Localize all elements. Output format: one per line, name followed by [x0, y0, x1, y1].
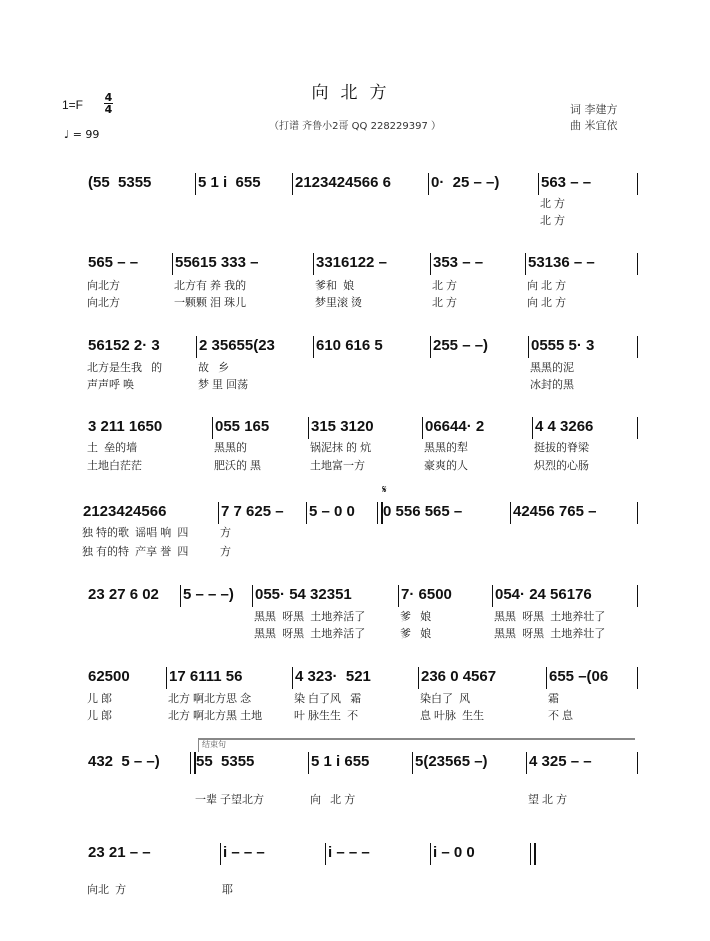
measure-notes: 7 7 625 –: [221, 503, 284, 520]
measure: [193, 753, 308, 813]
lyric-verse-2: 一颗颗 泪 珠儿: [174, 297, 247, 309]
composer: 曲 米宜依: [570, 119, 618, 132]
measure: [196, 337, 313, 397]
double-barline: [377, 502, 383, 524]
measure-notes: 563 – –: [541, 174, 592, 191]
measure: [430, 844, 533, 904]
lyric-verse-1: 土 垒的墙: [87, 442, 138, 454]
barline: [172, 253, 173, 275]
measure-notes: 055 165: [215, 418, 270, 435]
barline: [492, 585, 493, 607]
lyric-verse-1: 爹 娘: [400, 611, 432, 623]
barline: [252, 585, 253, 607]
lyric-verse-1: 黑黑的犁: [424, 442, 468, 454]
measure-notes: 315 3120: [311, 418, 374, 435]
lyric-verse-2: 北 方: [540, 215, 566, 227]
lyric-verse-1: 独 特的歌 谣唱 响 四: [82, 527, 189, 539]
measure-notes: 23 27 6 02: [88, 586, 159, 603]
measure-notes: 3 211 1650: [88, 418, 163, 435]
measure: [492, 586, 637, 646]
lyric-verse-2: 向 北 方: [527, 297, 567, 309]
lyric-verse-1: 黑黑 呀黑 土地养活了: [254, 611, 366, 623]
measure-notes: 0 556 565 –: [383, 503, 463, 520]
measure-notes: 4 325 – –: [529, 753, 592, 770]
barline: [637, 752, 638, 774]
measure: [546, 668, 637, 728]
barline: [292, 173, 293, 195]
lyric-verse-1: 爹和 娘: [315, 280, 355, 292]
lyric-verse-2: 冰封的黑: [530, 379, 574, 391]
barline: [538, 173, 539, 195]
barline: [430, 253, 431, 275]
lyric-verse-2: 土地富一方: [310, 460, 365, 472]
measure: [325, 844, 430, 904]
quarter-note-icon: ♩: [64, 128, 70, 141]
measure: [85, 337, 196, 397]
measure: [180, 586, 252, 646]
barline: [313, 336, 314, 358]
measure: [313, 337, 430, 397]
barline: [528, 336, 529, 358]
lyric-verse-2: 梦 里 回荡: [198, 379, 249, 391]
lyric-verse-2: 梦里滚 烫: [315, 297, 363, 309]
measure-notes: 62500: [88, 668, 130, 685]
time-denominator: 4: [104, 103, 113, 116]
measure-notes: 5 – 0 0: [309, 503, 355, 520]
measure-notes: 06644· 2: [425, 418, 485, 435]
lyric-verse-1: 黑黑的: [214, 442, 247, 454]
lyricist: 词 李建方: [570, 103, 618, 116]
measure-notes: 5(23565 –): [415, 753, 488, 770]
lyric-verse-2: 肥沃的 黑: [214, 460, 262, 472]
lyric-verse-2: 土地白茫茫: [87, 460, 142, 472]
barline: [422, 417, 423, 439]
lyric-verse-1: 方: [220, 527, 231, 539]
lyric-verse-1: 故 乡: [198, 362, 230, 374]
lyric-verse-2: 豪爽的人: [424, 460, 468, 472]
measure: [85, 753, 193, 813]
barline: [220, 843, 221, 865]
measure: [526, 753, 637, 813]
lyric-verse-1: 染白了 风: [420, 693, 471, 705]
measure-notes: 56152 2· 3: [88, 337, 160, 354]
credits: [570, 102, 618, 134]
measure-notes: 4 323· 521: [295, 668, 371, 685]
lyric-verse-2: 向北方: [87, 297, 120, 309]
measure-notes: i – 0 0: [433, 844, 475, 861]
measure: [313, 254, 430, 314]
barline: [196, 336, 197, 358]
measure-notes: 5 1 i 655: [311, 753, 370, 770]
measure-notes: 432 5 – –): [88, 753, 160, 770]
barline: [637, 173, 638, 195]
measure-notes: 0555 5· 3: [531, 337, 595, 354]
ending-bracket: [198, 738, 635, 752]
measure: [428, 174, 538, 234]
lyric-verse-1: 一辈 子望北方: [195, 794, 265, 806]
measure: [292, 174, 428, 234]
measure: [80, 503, 218, 563]
lyric-verse-1: 黑黑的泥: [530, 362, 574, 374]
measure: [308, 418, 422, 478]
barline: [308, 752, 309, 774]
measure: [252, 586, 398, 646]
measure: [528, 337, 637, 397]
measure-notes: 5 – – –): [183, 586, 234, 603]
barline: [546, 667, 547, 689]
barline: [430, 843, 431, 865]
measure-notes: 23 21 – –: [88, 844, 151, 861]
barline: [637, 667, 638, 689]
barline: [306, 502, 307, 524]
barline: [218, 502, 219, 524]
lyric-verse-1: 儿 郎: [87, 693, 113, 705]
lyric-verse-2: 炽烈的心肠: [534, 460, 589, 472]
measure: [380, 503, 510, 563]
lyric-verse-1: 北 方: [432, 280, 458, 292]
measure: [398, 586, 492, 646]
barline: [212, 417, 213, 439]
measure-notes: 2123424566: [83, 503, 167, 520]
measure: [85, 668, 166, 728]
barline: [526, 752, 527, 774]
measure-notes: 42456 765 –: [513, 503, 597, 520]
lyric-verse-2: 方: [220, 546, 231, 558]
measure: [85, 418, 212, 478]
lyric-verse-2: 黑黑 呀黑 土地养壮了: [494, 628, 606, 640]
measure-notes: 7· 6500: [401, 586, 452, 603]
measure-notes: i – – –: [328, 844, 370, 861]
lyric-verse-1: 北方 啊北方思 念: [168, 693, 252, 705]
measure: [510, 503, 637, 563]
measure: [218, 503, 306, 563]
measure: [538, 174, 637, 234]
barline: [637, 253, 638, 275]
measure-notes: 3316122 –: [316, 254, 387, 271]
measure: [430, 254, 525, 314]
measure: [430, 337, 528, 397]
measure-notes: 054· 24 56176: [495, 586, 592, 603]
measure-notes: 353 – –: [433, 254, 484, 271]
barline: [510, 502, 511, 524]
measure: [532, 418, 637, 478]
barline: [313, 253, 314, 275]
lyric-verse-2: 叶 脉生生 不: [294, 710, 359, 722]
measure: [292, 668, 418, 728]
barline: [637, 336, 638, 358]
measure-notes: (55 5355: [88, 174, 152, 191]
measure-notes: i – – –: [223, 844, 265, 861]
barline: [308, 417, 309, 439]
lyric-verse-2: 独 有的特 产享 誉 四: [82, 546, 189, 558]
measure-notes: 055· 54 32351: [255, 586, 352, 603]
segno-icon: 𝄋: [382, 483, 387, 496]
barline: [428, 173, 429, 195]
lyric-verse-1: 挺拔的脊梁: [534, 442, 589, 454]
tempo-marking: [64, 128, 99, 141]
measure: [166, 668, 292, 728]
lyric-verse-1: 向 北 方: [527, 280, 567, 292]
lyric-verse-2: 北 方: [432, 297, 458, 309]
measure: [412, 753, 526, 813]
lyric-verse-1: 锅泥抹 的 炕: [310, 442, 372, 454]
measure-notes: 5 1 i 655: [198, 174, 261, 191]
measure: [85, 254, 172, 314]
measure-notes: 4 4 3266: [535, 418, 594, 435]
lyric-verse-1: 染 白了风 霜: [294, 693, 362, 705]
measure-notes: 236 0 4567: [421, 668, 497, 685]
measure: [308, 753, 412, 813]
barline: [195, 173, 196, 195]
lyric-verse-1: 北 方: [540, 198, 566, 210]
measure-notes: 2123424566 6: [295, 174, 391, 191]
measure: [85, 174, 195, 234]
tempo-value: = 99: [72, 128, 100, 141]
lyric-verse-2: 声声呼 唤: [87, 379, 135, 391]
measure: [220, 844, 325, 904]
measure-notes: 2 35655(23: [199, 337, 275, 354]
measure-notes: 55 5355: [196, 753, 255, 770]
lyric-verse-1: 向北方: [87, 280, 120, 292]
lyric-verse-1: 向 北 方: [310, 794, 356, 806]
double-barline: [190, 752, 196, 774]
barline: [325, 843, 326, 865]
measure: [212, 418, 308, 478]
ending-label: 结束句: [202, 740, 226, 749]
measure-notes: 610 616 5: [316, 337, 383, 354]
measure: [85, 844, 220, 904]
double-barline: [530, 843, 536, 865]
measure: [195, 174, 292, 234]
measure-notes: 53136 – –: [528, 254, 595, 271]
barline: [430, 336, 431, 358]
barline: [418, 667, 419, 689]
barline: [398, 585, 399, 607]
song-title: 向北方: [311, 83, 399, 103]
measure-notes: 655 –(06: [549, 668, 609, 685]
measure: [306, 503, 380, 563]
barline: [637, 502, 638, 524]
lyric-verse-1: 耶: [222, 884, 233, 896]
lyric-verse-2: 黑黑 呀黑 土地养活了: [254, 628, 366, 640]
barline: [166, 667, 167, 689]
lyric-verse-2: 爹 娘: [400, 628, 432, 640]
lyric-verse-1: 望 北 方: [528, 794, 568, 806]
barline: [532, 417, 533, 439]
barline: [180, 585, 181, 607]
lyric-verse-1: 北方是生我 的: [87, 362, 163, 374]
lyric-verse-2: 息 叶脉 生生: [420, 710, 485, 722]
lyric-verse-2: 北方 啊北方黑 土地: [168, 710, 263, 722]
barline: [292, 667, 293, 689]
lyric-verse-1: 黑黑 呀黑 土地养壮了: [494, 611, 606, 623]
measure: [172, 254, 313, 314]
barline: [637, 417, 638, 439]
key-signature: 1=F: [62, 98, 84, 112]
lyric-verse-2: 儿 郎: [87, 710, 113, 722]
barline: [637, 585, 638, 607]
measure-notes: 17 6111 56: [169, 668, 243, 685]
lyric-verse-1: 北方有 养 我的: [174, 280, 247, 292]
measure-notes: 255 – –): [433, 337, 489, 354]
lyric-verse-1: 霜: [548, 693, 559, 705]
measure: [422, 418, 532, 478]
barline: [525, 253, 526, 275]
barline: [412, 752, 413, 774]
time-signature: [104, 92, 113, 115]
measure: [85, 586, 180, 646]
measure: [418, 668, 546, 728]
transcriber-note: （打谱 齐鲁小2哥 QQ 228229397 ）: [268, 121, 442, 132]
measure: [525, 254, 637, 314]
lyric-verse-1: 向北 方: [87, 884, 127, 896]
lyric-verse-2: 不 息: [548, 710, 574, 722]
time-numerator: 4: [104, 91, 113, 104]
measure-notes: 0· 25 – –): [431, 174, 500, 191]
measure-notes: 565 – –: [88, 254, 139, 271]
measure-notes: 55615 333 –: [175, 254, 259, 271]
